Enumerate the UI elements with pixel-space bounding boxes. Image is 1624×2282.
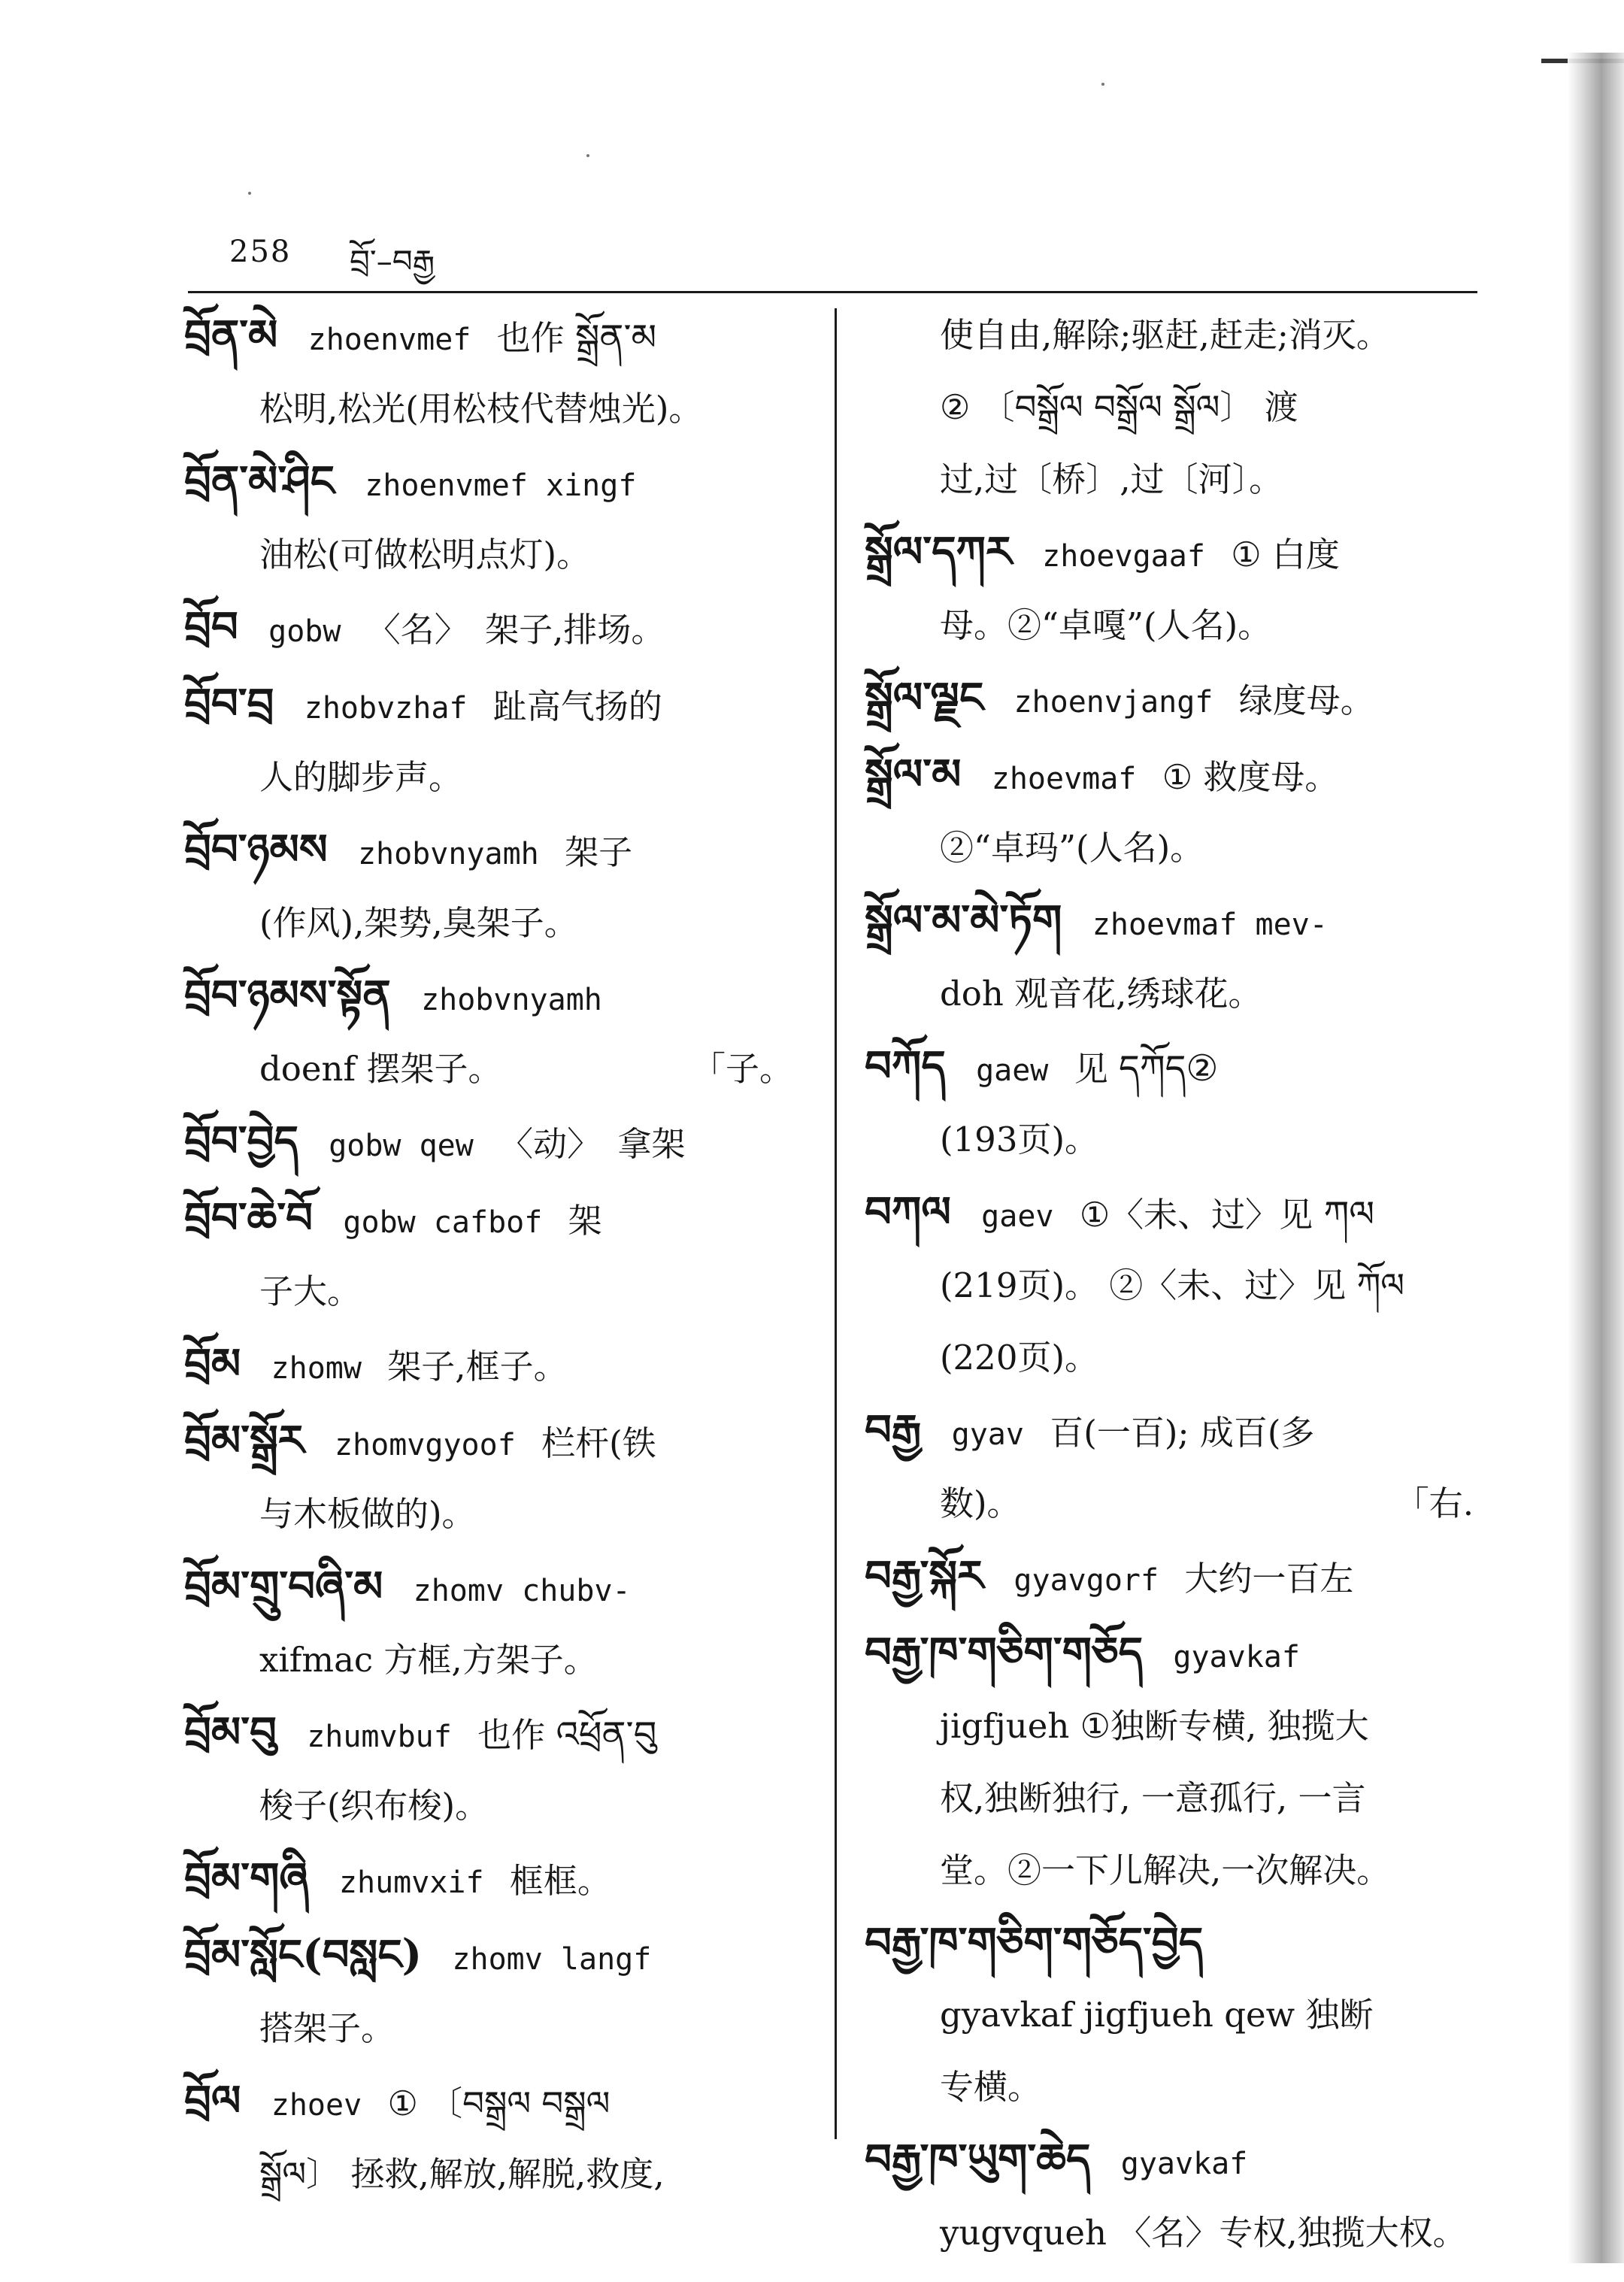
romanization: zhumvbuf xyxy=(307,1720,452,1754)
dictionary-entry xyxy=(865,2125,1481,2268)
romanization: zhoev xyxy=(271,2088,362,2123)
headword: བཀོད xyxy=(865,1041,946,1091)
romanization: zhoenvmef xyxy=(308,323,471,357)
romanization: gyavkaf xyxy=(1120,2147,1248,2181)
headword: བྲོམ་གྲུ་བཞི་མ xyxy=(184,1562,383,1611)
romanization: gobw xyxy=(268,614,341,649)
definition: 大约一百左 xyxy=(1184,1559,1354,1599)
definition: 也作 xyxy=(477,1715,546,1755)
headword: བྲོམ xyxy=(184,1339,241,1389)
definition-continuation: (作风),架势,臭架子。 xyxy=(259,903,578,943)
header-rule xyxy=(188,291,1477,293)
headword: བྲོམ་བུ xyxy=(184,1708,277,1757)
dictionary-entry xyxy=(865,1618,1481,1761)
headword: སྒྲོལ་མ་མེ་ཏོག xyxy=(865,896,1062,945)
definition-continuation: 过,过〔桥〕,过〔河〕。 xyxy=(940,459,1283,499)
headword: བྲོབ་ཉམས་སྟོན xyxy=(184,971,391,1020)
definition-continuation: 权,独断独行, 一意孤行, 一言 xyxy=(940,1778,1366,1818)
definition: 拿架 xyxy=(617,1124,686,1164)
part-of-speech: 〈动〉 xyxy=(499,1124,601,1164)
continued-text-line xyxy=(865,2053,1481,2122)
romanization: gaev xyxy=(981,1199,1054,1234)
romanization: zhomv langf xyxy=(452,1942,652,1977)
romanization: gyavkaf xyxy=(1173,1640,1300,1674)
romanization: zhoevgaaf xyxy=(1042,539,1205,574)
definition: 架子,排场。 xyxy=(485,610,665,650)
page-edge-shadow xyxy=(1568,53,1624,2263)
romanization: zhoevmaf mev- xyxy=(1092,908,1328,942)
definition: ① 〔བསྒྲལ བསྒྲལ xyxy=(387,2083,611,2123)
headword: བྲོབ xyxy=(184,602,238,652)
continued-text-line xyxy=(865,445,1481,514)
headword: བརྒྱ་ཁ་གཅིག་གཅོད་བྱེད xyxy=(865,1918,1204,1968)
definition-continuation: ②“卓玛”(人名)。 xyxy=(940,828,1204,868)
headword: བརྒྱ་སྐོར xyxy=(865,1551,984,1601)
dictionary-entry xyxy=(184,592,801,666)
headword: བརྒྱ་ཁ་གཅིག་གཅོད xyxy=(865,1628,1144,1677)
romanization: zhumvxif xyxy=(338,1865,484,1900)
definition-continuation: yugvqueh 〈名〉专权,独揽大权。 xyxy=(940,2213,1467,2253)
dictionary-entry xyxy=(184,1183,801,1326)
dictionary-entry xyxy=(184,1107,801,1180)
page-number: 258 xyxy=(229,235,292,269)
cross-reference: ཀལ xyxy=(1323,1193,1375,1235)
headword: བྲོབ་ཉམས xyxy=(184,825,328,874)
column-divider xyxy=(835,308,837,2139)
definition-continuation: 子大。 xyxy=(259,1271,362,1311)
continued-text-line xyxy=(865,301,1481,370)
dictionary-entry xyxy=(865,1032,1481,1174)
romanization: zhoenvmef xingf xyxy=(365,468,637,503)
continued-text-line xyxy=(865,1764,1481,1833)
headword: བརྒྱ་ཁ་ཡུག་ཆེད xyxy=(865,2135,1091,2184)
dictionary-entry xyxy=(184,301,801,444)
dictionary-entry xyxy=(184,961,801,1104)
dictionary-entry xyxy=(865,886,1481,1029)
definition-continuation: ② 〔བསྒྲོལ བསྒྲོལ སྒྲོལ〕 渡 xyxy=(940,387,1298,427)
headword: བཀལ xyxy=(865,1187,951,1237)
headword: བྲོན་མེ་ཤིང xyxy=(184,456,335,506)
definition-continuation: 使自由,解除;驱赶,赶走;消灭。 xyxy=(940,315,1390,355)
dictionary-entry xyxy=(865,663,1481,737)
definition-continuation: 人的脚步声。 xyxy=(259,757,463,797)
dictionary-entry xyxy=(865,1396,1481,1538)
dictionary-entry xyxy=(865,1177,1481,1320)
headword: བྲོམ་སློང(བསླང) xyxy=(184,1930,423,1980)
dictionary-entry xyxy=(865,1541,1481,1615)
dictionary-entry xyxy=(184,447,801,589)
continuation-text: doenf 摆架子。 xyxy=(259,1049,502,1089)
dictionary-entry xyxy=(184,1920,801,2063)
definition-continuation xyxy=(259,1035,801,1104)
headword: སྒྲོལ་དཀར xyxy=(865,527,1012,577)
romanization: zhomvgyoof xyxy=(334,1428,516,1462)
definition: 架子 xyxy=(565,832,633,872)
definition-continuation: 与木板做的)。 xyxy=(259,1494,476,1534)
romanization: zhoenvjangf xyxy=(1013,685,1213,720)
definition: 框框。 xyxy=(509,1861,611,1901)
dictionary-entry xyxy=(865,1908,1481,2050)
headword: བྲོབ་ཆེ་བོ xyxy=(184,1193,314,1243)
romanization: gyavgorf xyxy=(1013,1563,1159,1598)
definition: 架 xyxy=(568,1201,602,1241)
dictionary-entry xyxy=(184,1698,801,1841)
right-column xyxy=(865,301,1481,2271)
romanization: zhomw xyxy=(271,1351,362,1386)
definition-continuation: 搭架子。 xyxy=(259,2008,395,2048)
definition: 栏杆(铁 xyxy=(541,1423,656,1463)
romanization: zhoevmaf xyxy=(991,762,1137,796)
definition: 百(一百); 成百(多 xyxy=(1050,1413,1315,1453)
romanization: zhomv chubv- xyxy=(413,1574,631,1608)
definition-continuation: སྒྲོལ〕 拯救,解放,解脱,救度, xyxy=(259,2154,665,2194)
left-column xyxy=(184,301,801,2212)
dictionary-entry xyxy=(184,1552,801,1695)
romanization: zhobvnyamh xyxy=(421,983,602,1017)
definition-continuation: (193页)。 xyxy=(940,1120,1099,1159)
definition-continuation: 专横。 xyxy=(940,2067,1042,2107)
headword: བརྒྱ xyxy=(865,1405,922,1455)
continued-text-line xyxy=(865,1323,1481,1393)
romanization: gyav xyxy=(951,1417,1024,1452)
romanization: gobw cafbof xyxy=(343,1205,543,1240)
definition-continuation: gyavkaf jigfjueh qew 独断 xyxy=(940,1995,1374,2035)
definition: ①〈未、过〉见 xyxy=(1079,1195,1313,1235)
romanization: zhobvzhaf xyxy=(304,691,468,726)
definition: 架子,框子。 xyxy=(387,1347,568,1386)
headword: བྲོན་མེ xyxy=(184,311,278,360)
headword: སྒྲོལ་ལྗང xyxy=(865,673,984,723)
romanization: zhobvnyamh xyxy=(357,837,539,871)
romanization: gaew xyxy=(976,1053,1049,1088)
headword: བྲོབ་བྱེད xyxy=(184,1117,298,1166)
cross-reference: སྒྲོན་མ xyxy=(575,317,657,359)
romanization: gobw qew xyxy=(329,1129,474,1163)
definition-continuation: 松明,松光(用松枝代替烛光)。 xyxy=(259,389,703,429)
scan-speck xyxy=(586,154,589,157)
dictionary-entry xyxy=(184,2066,801,2209)
definition-continuation: xifmac 方框,方架子。 xyxy=(259,1640,598,1680)
headword: བྲོབ་བྲ xyxy=(184,679,274,729)
definition-continuation: 母。②“卓嘎”(人名)。 xyxy=(940,605,1272,645)
dictionary-entry xyxy=(184,669,801,812)
definition-continuation: 堂。②一下儿解决,一次解决。 xyxy=(940,1850,1391,1890)
headword: བྲོམ་གཞི xyxy=(184,1853,309,1903)
definition: ① 白度 xyxy=(1231,535,1340,574)
running-head: བྲོ་–བརྒྱ xyxy=(350,243,435,280)
continued-text-line xyxy=(865,373,1481,442)
overflow-tag: 「子。 xyxy=(691,1049,793,1089)
definition-continuation: doh 观音花,绣球花。 xyxy=(940,974,1262,1014)
part-of-speech: 〈名〉 xyxy=(366,610,468,650)
continuation-text: 数)。 xyxy=(940,1483,1021,1523)
overflow-tag: 「右. xyxy=(1395,1483,1474,1523)
dictionary-entry xyxy=(184,1844,801,1917)
definition-continuation: jigfjueh ①独断专横, 独揽大 xyxy=(940,1706,1369,1746)
definition: 绿度母。 xyxy=(1238,680,1374,720)
dictionary-entry xyxy=(865,740,1481,883)
definition-continuation xyxy=(940,1469,1481,1538)
dictionary-entry xyxy=(865,517,1481,660)
dictionary-entry xyxy=(184,1329,801,1403)
dictionary-entry xyxy=(184,1406,801,1549)
definition: ① 救度母。 xyxy=(1162,757,1339,797)
definition: 趾高气扬的 xyxy=(492,686,662,726)
definition-continuation: 梭子(织布梭)。 xyxy=(259,1786,489,1826)
definition-continuation: (220页)。 xyxy=(940,1338,1099,1377)
headword: བྲོལ xyxy=(184,2076,241,2126)
dictionary-entry xyxy=(184,815,801,958)
continued-text-line xyxy=(865,1836,1481,1905)
headword: སྒྲོལ་མ xyxy=(865,750,962,799)
scan-speck xyxy=(248,192,251,195)
scan-speck xyxy=(1101,83,1104,86)
headword: བྲོམ་སྒྲོར xyxy=(184,1416,304,1465)
cross-reference: འཕྲོན་བུ xyxy=(556,1714,657,1756)
cross-reference: དཀོད② xyxy=(1119,1047,1219,1089)
definition-continuation: 油松(可做松明点灯)。 xyxy=(259,535,591,574)
definition: 见 xyxy=(1074,1049,1108,1089)
definition-continuation: (219页)。 ②〈未、过〉见 ཀོལ xyxy=(940,1265,1405,1305)
definition: 也作 xyxy=(496,318,565,358)
